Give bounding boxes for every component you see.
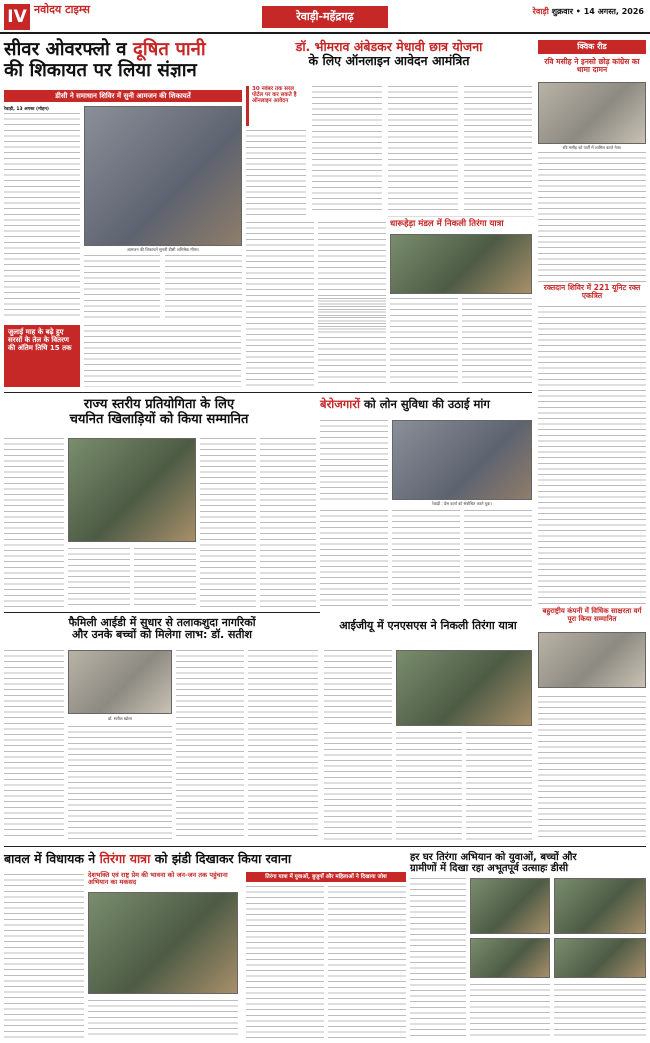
aiju-col3 bbox=[396, 732, 462, 840]
unemployed-col3 bbox=[392, 510, 460, 608]
bawal-subhead: देशभक्ति एवं राष्ट्र प्रेम की भावना को जन-जन तक पहुंचाना अभियान का मकसद bbox=[88, 871, 228, 887]
aiju-col1 bbox=[324, 650, 392, 726]
unemployed-headline bbox=[320, 398, 532, 411]
har-ghar-headline bbox=[410, 852, 646, 874]
issue-info: रेवाड़ी शुक्रवार • 14 अगस्त, 2026 bbox=[532, 7, 644, 16]
family-id-col1 bbox=[4, 650, 64, 840]
quick-read-label: क्विक रीड bbox=[538, 40, 646, 54]
unemployed-col2 bbox=[320, 510, 388, 608]
har-ghar-line1: हर घर तिरंगा अभियान को युवाओं, बच्चों और bbox=[410, 852, 577, 863]
quick-read-photo bbox=[538, 82, 646, 144]
scholarship-headline-line1: डॉ. भीमराव अंबेडकर मेधावी छात्र योजना bbox=[295, 39, 483, 54]
har-ghar-photo1 bbox=[470, 878, 550, 934]
lead-photo bbox=[84, 106, 242, 246]
state-players-col3 bbox=[134, 548, 196, 608]
dharuhera-headline: धारूहेड़ा मंडल में निकली तिरंगा यात्रा bbox=[390, 219, 504, 229]
lead-photo-caption: आमजन की शिकायतें सुनतीं डीसी अभिषेक मीणा। bbox=[126, 247, 200, 252]
family-id-col3 bbox=[176, 650, 244, 840]
scholarship-col2 bbox=[312, 86, 382, 215]
har-ghar-photo4 bbox=[554, 938, 646, 978]
aiju-col4 bbox=[466, 732, 532, 840]
bawal-headline-highlight: तिरंगा यात्रा bbox=[99, 851, 151, 866]
bawal-photo bbox=[88, 892, 238, 994]
state-players-line2: चयनित खिलाड़ियों को किया सम्मानित bbox=[69, 411, 249, 427]
bawal-headline bbox=[4, 852, 404, 866]
family-id-col2 bbox=[68, 726, 172, 840]
state-players-col5 bbox=[260, 438, 316, 608]
lead-byline: रेवाड़ी, 13 अगस्त (मोहन) bbox=[4, 107, 49, 112]
lead-text-col2 bbox=[84, 255, 160, 319]
rule-3 bbox=[4, 846, 646, 847]
bahuraashtriya-photo bbox=[538, 632, 646, 688]
state-players-col1 bbox=[4, 438, 64, 608]
sidebar-box-text bbox=[84, 325, 241, 387]
cultural-headline bbox=[392, 205, 532, 206]
dharuhera-photo bbox=[390, 234, 532, 294]
sidebar-box bbox=[4, 325, 80, 387]
bawal-col4 bbox=[328, 886, 406, 1038]
raktdaan-text bbox=[538, 306, 646, 604]
aiju-photo bbox=[396, 650, 532, 726]
har-ghar-photo2 bbox=[554, 878, 646, 934]
har-ghar-col3 bbox=[554, 984, 646, 1038]
family-id-caption: डॉ. सतीश खोला bbox=[108, 716, 132, 721]
bawal-headline-part2: को झंडी दिखाकर किया रवाना bbox=[154, 851, 292, 866]
rule-2 bbox=[4, 612, 320, 613]
unemployed-headline-highlight: बेरोजगारों bbox=[320, 397, 360, 411]
family-id-line1: फैमिली आईडी में सुधार से तलाकशुदा नागरिकों bbox=[68, 616, 256, 629]
city-banner: रेवाड़ी-महेंद्रगढ़ bbox=[262, 6, 388, 28]
scholarship-col4 bbox=[464, 86, 532, 215]
har-ghar-photo3 bbox=[470, 938, 550, 978]
lead-subhead: डीसी ने समाधान शिविर में सुनी आमजन की शिकायतें bbox=[4, 90, 242, 102]
aiju-headline: आईजीयू में एनएसएस ने निकली तिरंगा यात्रा bbox=[339, 619, 517, 632]
state-players-col4 bbox=[200, 438, 256, 608]
bawal-col3 bbox=[246, 886, 324, 1038]
unemployed-headline-rest: को लोन सुविधा की उठाई मांग bbox=[363, 397, 490, 411]
family-id-headline bbox=[4, 617, 320, 642]
bawal-col2 bbox=[88, 1000, 238, 1038]
quick-read-headline: रवि मसीह ने इनसो छोड़ कांग्रेस का थामा दामन bbox=[544, 57, 640, 75]
har-ghar-col1 bbox=[410, 878, 466, 1038]
edition-name: रेवाड़ी bbox=[532, 7, 549, 16]
page-number: IV bbox=[4, 4, 30, 30]
lead-headline-highlight: दूषित पानी bbox=[133, 39, 206, 60]
scholarship-headline bbox=[246, 40, 532, 68]
mid-text-col1 bbox=[246, 222, 314, 387]
lead-headline-part1: सीवर ओवरफ्लो व bbox=[4, 39, 127, 60]
state-players-photo bbox=[68, 438, 196, 542]
lead-text-col1 bbox=[4, 113, 80, 319]
sidebar-box-headline: जुलाई माह के बढ़े हुए सरसों के तेल के वितरण की अंतिम तिथि 15 तक bbox=[8, 328, 72, 352]
scholarship-intro: 30 नवंबर तक सरल पोर्टल पर कर सकते है ऑनलाइन आवेदन bbox=[252, 86, 297, 105]
state-players-line1: राज्य स्तरीय प्रतियोगिता के लिए bbox=[83, 397, 235, 412]
har-ghar-col2 bbox=[470, 984, 550, 1038]
state-players-headline bbox=[4, 398, 314, 427]
raktdaan-headline: रक्तदान शिविर में 221 यूनिट रक्त एकत्रित bbox=[543, 283, 641, 301]
bawal-mid-bar: तिरंगा यात्रा में युवाओं, बुजुर्गों और महिलाओं ने दिखाया जोश bbox=[246, 872, 406, 882]
dharuhera-text-col2 bbox=[390, 298, 458, 387]
brand-name: नवोदय टाइम्स bbox=[34, 3, 90, 16]
bahuraashtriya-text bbox=[538, 696, 646, 838]
rule-1 bbox=[4, 392, 532, 393]
bawal-headline-part1: बावल में विधायक ने bbox=[4, 851, 96, 866]
quick-read-text bbox=[538, 152, 646, 282]
scholarship-headline-line2: के लिए ऑनलाइन आवेदन आमंत्रित bbox=[308, 53, 470, 68]
quick-read-caption: रवि मसीह को पार्टी में शामिल करते नेता। bbox=[562, 145, 622, 150]
unemployed-caption: रेवाड़ी : प्रेस वार्ता को संबोधित करते युवा। bbox=[432, 501, 492, 506]
har-ghar-line2: ग्रामीणों में दिखा रहा अभूतपूर्व उत्साहः डीसी bbox=[410, 863, 569, 875]
unemployed-col1 bbox=[320, 420, 388, 500]
state-players-col2 bbox=[68, 548, 130, 608]
family-id-photo bbox=[68, 650, 172, 714]
scholarship-col1 bbox=[246, 130, 306, 215]
issue-date: 14 अगस्त, 2026 bbox=[583, 7, 644, 16]
dharuhera-text-col3 bbox=[462, 298, 532, 387]
family-id-col4 bbox=[248, 650, 318, 840]
bawal-col1 bbox=[4, 874, 84, 1038]
aiju-col2 bbox=[324, 732, 392, 840]
scholarship-col3 bbox=[388, 86, 458, 215]
issue-day: शुक्रवार bbox=[551, 7, 573, 16]
lead-headline bbox=[4, 40, 242, 81]
unemployed-photo bbox=[392, 420, 532, 500]
family-id-line2: और उनके बच्चों को मिलेगा लाभ: डॉ. सतीश bbox=[71, 628, 252, 642]
lead-text-col3 bbox=[165, 255, 242, 319]
dharuhera-text-col1 bbox=[318, 298, 386, 387]
lead-headline-part2: की शिकायत पर लिया संज्ञान bbox=[4, 59, 197, 81]
unemployed-col4 bbox=[464, 510, 532, 608]
scholarship-intro-box bbox=[246, 86, 306, 126]
bahuraashtriya-headline: बहुराष्ट्रीय कंपनी में विधिक साक्षरता वर्ग पूरा किया सम्मानित bbox=[542, 607, 642, 623]
